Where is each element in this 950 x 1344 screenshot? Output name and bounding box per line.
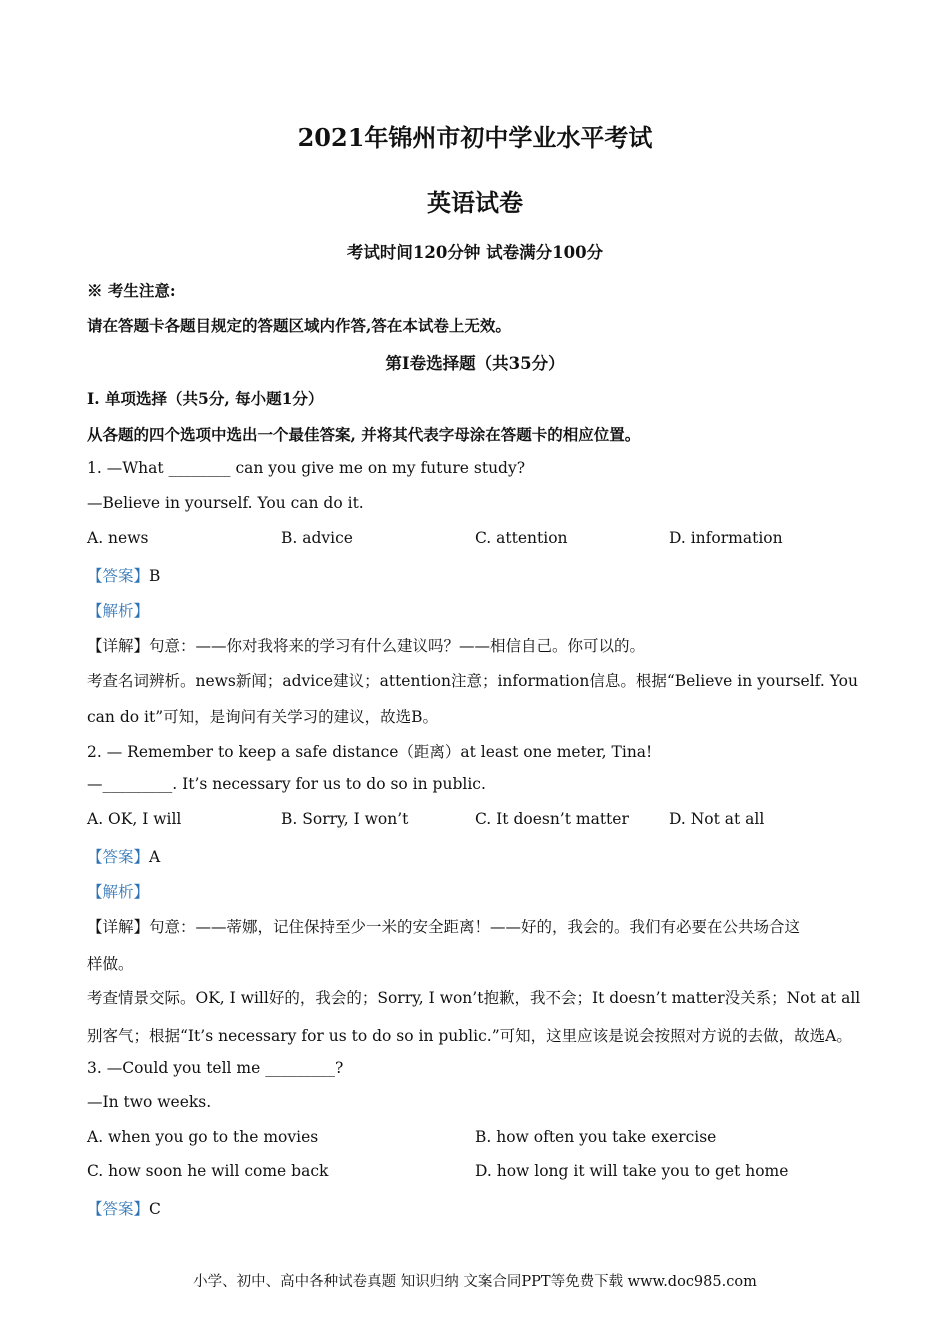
- q2-detail-line2: 样做。: [87, 955, 134, 973]
- section-title: I. 单项选择（共5分, 每小题1分）: [87, 389, 324, 408]
- q2-answer-value: A: [149, 848, 161, 866]
- answer-label: 【答案】: [87, 848, 150, 866]
- q1-answer: [87, 564, 160, 586]
- q2-reply: —_________. It’s necessary for us to do so in public.: [87, 775, 486, 793]
- q2-answer: [87, 845, 160, 867]
- q1-reply: —Believe in yourself. You can do it.: [87, 494, 364, 512]
- exam-subtitle: 英语试卷: [427, 188, 523, 217]
- notice-text: 请在答题卡各题目规定的答题区域内作答,答在本试卷上无效。: [87, 316, 511, 335]
- q1-option-b: B. advice: [281, 529, 353, 547]
- q1-analysis-label: 【解析】: [87, 602, 150, 620]
- q1-detail: 【详解】句意：——你对我将来的学习有什么建议吗？——相信自己。你可以的。: [87, 637, 646, 655]
- q2-analysis-label: 【解析】: [87, 883, 150, 901]
- q2-option-a: A. OK, I will: [87, 810, 182, 828]
- q2-option-b: B. Sorry, I won’t: [281, 810, 409, 828]
- q1-option-c: C. attention: [475, 529, 568, 547]
- q1-explain-line1: 考查名词辨析。news新闻；advice建议；attention注意；information信息。根据“Believe in yourself. You: [87, 672, 858, 690]
- page-footer: 小学、初中、高中各种试卷真题 知识归纳 文案合同PPT等免费下载 www.doc985.com: [193, 1274, 757, 1290]
- section-instruction: 从各题的四个选项中选出一个最佳答案, 并将其代表字母涂在答题卡的相应位置。: [87, 425, 641, 444]
- q3-reply: —In two weeks.: [87, 1093, 212, 1111]
- q3-option-d: D. how long it will take you to get home: [475, 1162, 789, 1180]
- q1-option-d: D. information: [669, 529, 783, 547]
- part1-heading: 第I卷选择题（共35分）: [385, 354, 565, 373]
- q3-option-b: B. how often you take exercise: [475, 1128, 717, 1146]
- answer-label: 【答案】: [87, 567, 150, 585]
- notice-heading: ※ 考生注意:: [87, 281, 176, 300]
- q1-explain-line2: can do it”可知，是询问有关学习的建议，故选B。: [87, 708, 439, 726]
- q1-answer-value: B: [149, 567, 161, 585]
- q3-answer: [87, 1197, 161, 1219]
- q2-stem: 2. — Remember to keep a safe distance（距离）at least one meter, Tina!: [87, 743, 653, 761]
- exam-title: 2021年锦州市初中学业水平考试: [297, 123, 653, 152]
- q3-stem: 3. —Could you tell me _________?: [87, 1059, 344, 1077]
- q3-option-c: C. how soon he will come back: [87, 1162, 329, 1180]
- q3-option-a: A. when you go to the movies: [87, 1128, 319, 1146]
- exam-time-info: 考试时间120分钟 试卷满分100分: [346, 243, 604, 262]
- q2-option-c: C. It doesn’t matter: [475, 810, 629, 828]
- q1-option-a: A. news: [87, 529, 149, 547]
- q1-stem: 1. —What ________ can you give me on my future study?: [87, 459, 526, 477]
- q2-option-d: D. Not at all: [669, 810, 765, 828]
- q2-explain-line1: 考查情景交际。OK, I will好的，我会的；Sorry, I won’t抱歉，我不会；It doesn’t matter没关系；Not at all: [87, 989, 861, 1007]
- answer-label: 【答案】: [87, 1200, 150, 1218]
- q2-detail-line1: 【详解】句意：——蒂娜，记住保持至少一米的安全距离！——好的，我会的。我们有必要在公共场合这: [87, 918, 801, 936]
- q2-explain-line2: 别客气；根据“It’s necessary for us to do so in public.”可知，这里应该是说会按照对方说的去做，故选A。: [87, 1027, 852, 1045]
- q3-answer-value: C: [149, 1200, 161, 1218]
